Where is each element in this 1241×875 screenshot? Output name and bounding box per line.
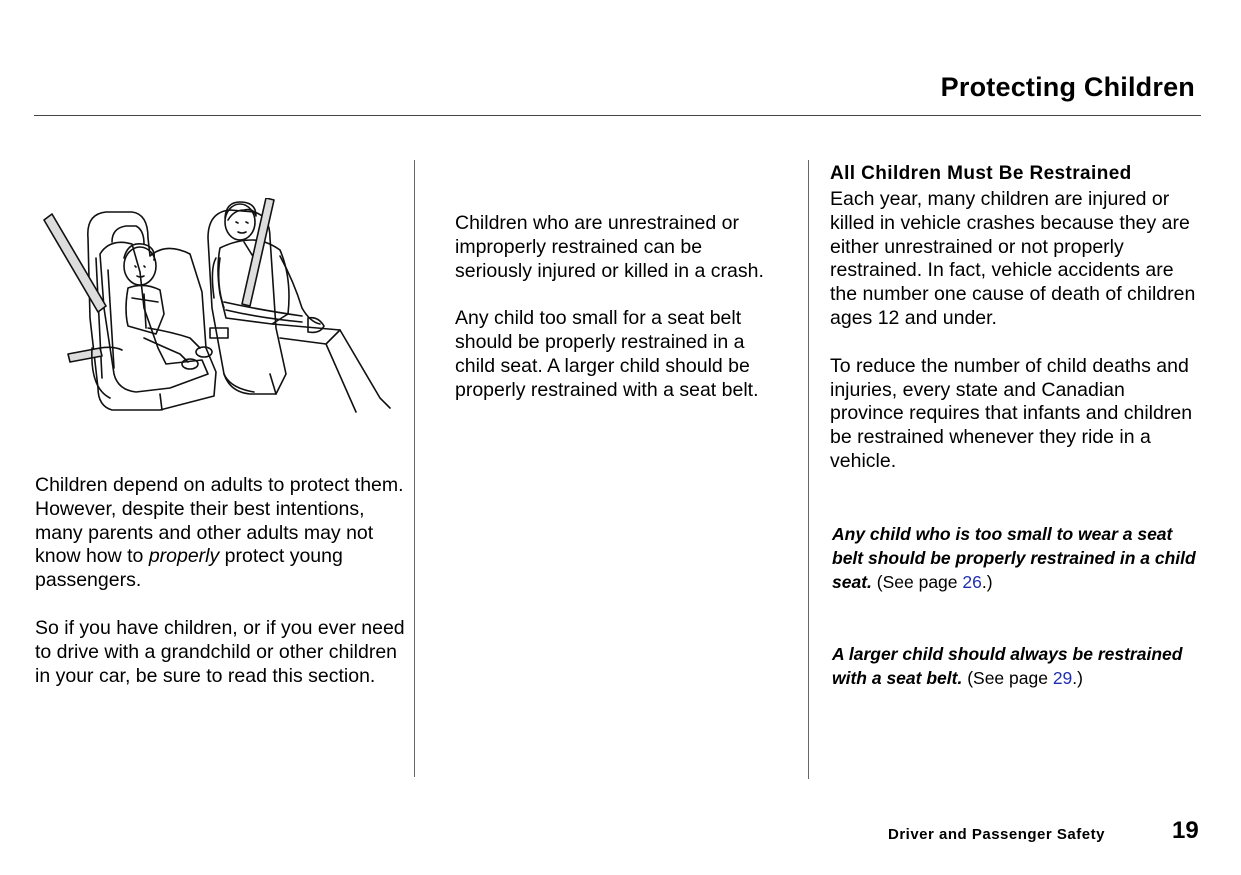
col3-paragraph-1: Each year, many children are injured or killed in vehicle crashes because they are either unrestrained or not properly restrained. In fact, vehicle accidents are the number one cause of death of children ages 12 and under. xyxy=(830,188,1196,329)
column-divider-1 xyxy=(414,160,415,777)
page-26-link[interactable]: 26 xyxy=(962,572,982,592)
emphasis-properly: properly xyxy=(148,545,220,568)
page-title: Protecting Children xyxy=(940,72,1195,102)
column-1-text xyxy=(35,474,407,712)
page-29-link[interactable]: 29 xyxy=(1052,668,1073,688)
page-number: 19 xyxy=(1172,817,1199,844)
col2-paragraph-2: Any child too small for a seat belt should be properly restrained in a child seat. A larger child should be properly restrained with a seat belt. xyxy=(455,307,759,401)
column-2-text xyxy=(455,212,773,427)
column-3-text xyxy=(830,188,1200,498)
col1-paragraph-2: So if you have children, or if you ever need to drive with a grandchild or other children in your car, be sure to read this section. xyxy=(35,616,405,687)
section-footer: Driver and Passenger Safety xyxy=(888,826,1105,843)
section-heading: All Children Must Be Restrained xyxy=(830,163,1132,184)
col3-paragraph-2: To reduce the number of child deaths and injuries, every state and Canadian province requires that infants and children be restrained whenever they ride in a vehicle. xyxy=(830,354,1193,472)
child-seat-illustration-icon xyxy=(40,198,392,426)
col1-paragraph-1: Children depend on adults to protect them. However, despite their best intentions, many parents and other adults may not know how to properly protect young passengers. xyxy=(35,474,404,592)
title-divider xyxy=(34,115,1201,116)
column-divider-2 xyxy=(808,160,809,779)
note-seat-belt: A larger child should always be restrained with a seat belt. (See page 29.) xyxy=(832,644,1183,688)
col2-paragraph-1: Children who are unrestrained or improperly restrained can be seriously injured or killed in a crash. xyxy=(455,212,764,282)
note-child-seat: Any child who is too small to wear a seat belt should be properly restrained in a child seat. (See page 26.) xyxy=(832,524,1196,592)
